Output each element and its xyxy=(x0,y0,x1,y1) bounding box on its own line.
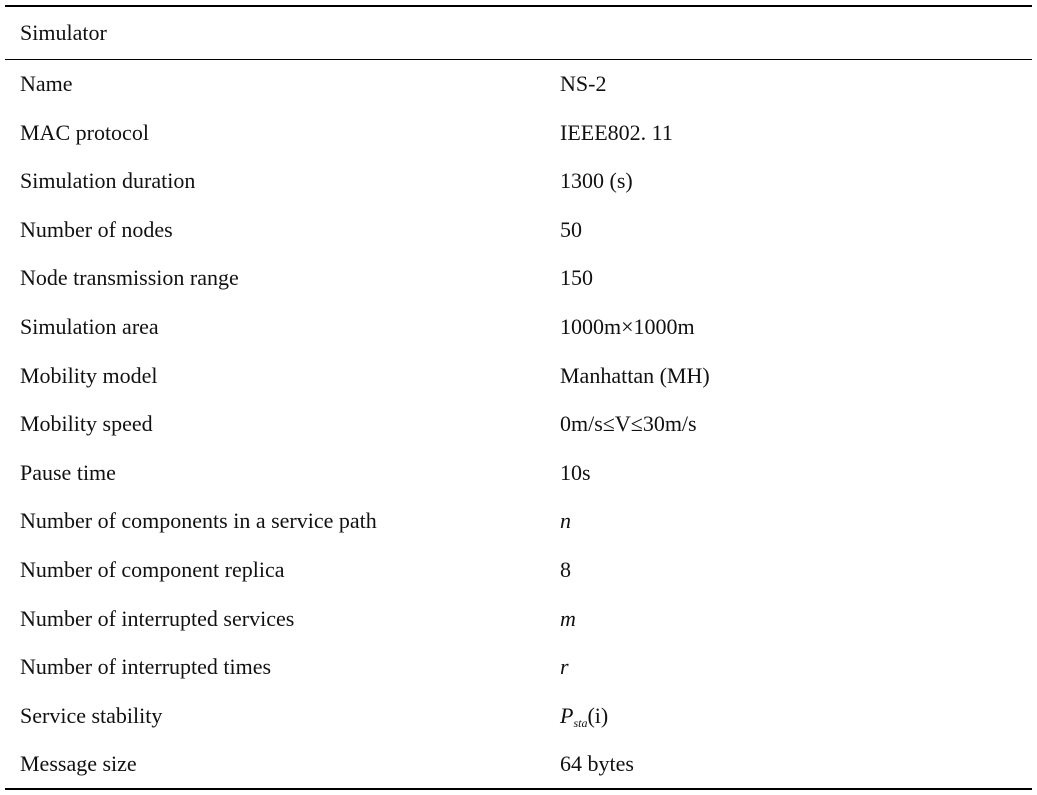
table-row xyxy=(5,109,1032,158)
table-row xyxy=(5,157,1032,206)
table-row xyxy=(5,400,1032,449)
param-label: Mobility speed xyxy=(20,411,153,437)
param-label: Node transmission range xyxy=(20,265,239,291)
table-row xyxy=(5,60,1032,109)
param-value-formula xyxy=(560,704,608,735)
param-value: n xyxy=(560,508,571,534)
table-row xyxy=(5,692,1032,741)
bottom-rule xyxy=(5,788,1032,790)
param-value: 50 xyxy=(560,216,582,242)
param-label: Number of components in a service path xyxy=(20,508,377,534)
param-value: 10s xyxy=(560,459,591,485)
param-value: 150 xyxy=(560,265,593,291)
param-value: r xyxy=(560,654,569,680)
table-row xyxy=(5,254,1032,303)
param-label: Number of component replica xyxy=(20,556,285,582)
table-row xyxy=(5,546,1032,595)
table-row xyxy=(5,449,1032,498)
param-value: 0m/s≤V≤30m/s xyxy=(560,411,697,437)
param-label: Pause time xyxy=(20,459,116,485)
header-simulator: Simulator xyxy=(20,20,107,45)
param-label: Mobility model xyxy=(20,362,158,388)
param-label: Simulation duration xyxy=(20,168,196,194)
param-label: Name xyxy=(20,71,73,96)
param-value: NS-2 xyxy=(560,71,607,96)
param-value: m xyxy=(560,605,576,631)
table-row xyxy=(5,352,1032,401)
param-value: 64 bytes xyxy=(560,751,634,777)
param-value: 8 xyxy=(560,556,571,582)
formula-subscript: sta xyxy=(573,715,588,730)
table-row xyxy=(5,740,1032,789)
table-row xyxy=(5,595,1032,644)
table-row xyxy=(5,643,1032,692)
table-row xyxy=(5,206,1032,255)
param-label: Number of nodes xyxy=(20,216,173,242)
formula-symbol: P xyxy=(560,702,574,728)
param-label: MAC protocol xyxy=(20,119,149,145)
param-label: Number of interrupted services xyxy=(20,605,295,631)
param-label: Service stability xyxy=(20,702,163,728)
param-label: Number of interrupted times xyxy=(20,654,272,680)
table-row xyxy=(5,497,1032,546)
param-value: IEEE802. 11 xyxy=(560,119,673,145)
simulation-parameters-table xyxy=(5,0,1032,795)
param-value: 1000m×1000m xyxy=(560,313,695,339)
table-row xyxy=(5,303,1032,352)
formula-argument: (i) xyxy=(587,702,609,728)
param-label: Simulation area xyxy=(20,313,159,339)
table-body xyxy=(5,60,1032,789)
param-value: Manhattan (MH) xyxy=(560,362,710,388)
param-value: 1300 (s) xyxy=(560,168,633,194)
table-header-row xyxy=(5,7,1032,59)
param-label: Message size xyxy=(20,751,137,777)
